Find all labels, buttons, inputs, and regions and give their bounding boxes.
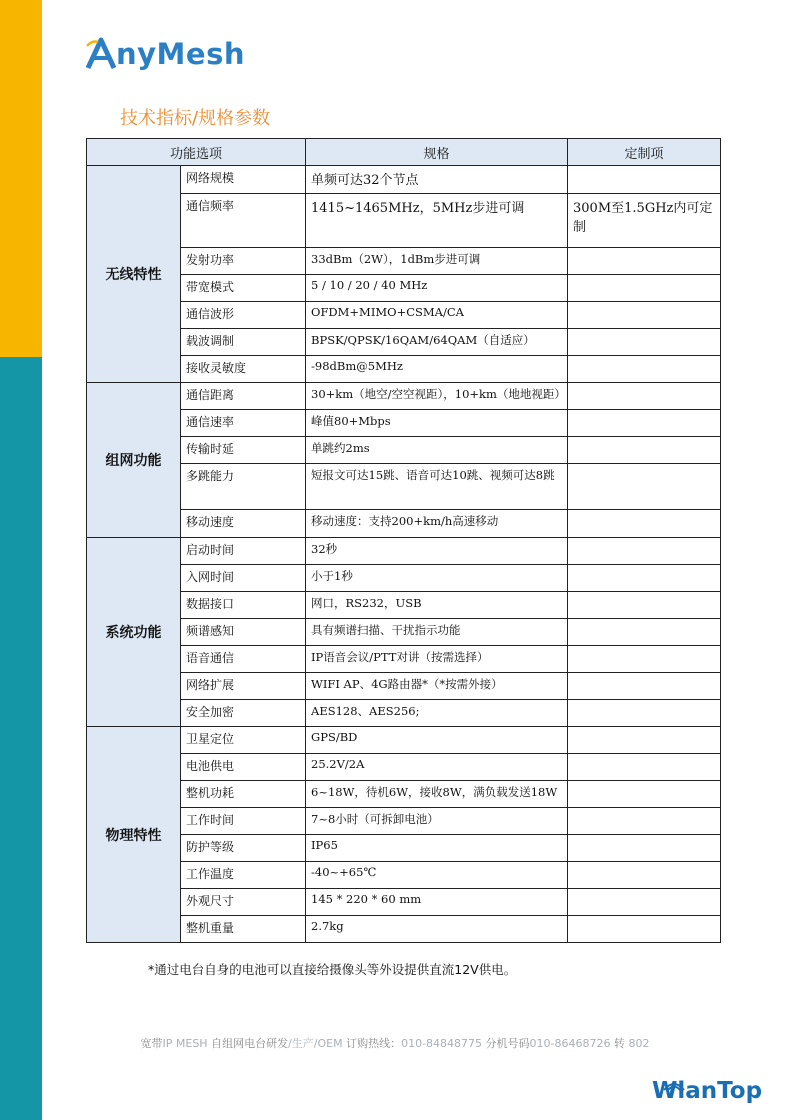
spec-custom-cell (568, 410, 721, 437)
spec-value-cell: 移动速度：支持200+km/h高速移动 (306, 510, 568, 538)
spec-value-cell: 单频可达32个节点 (306, 166, 568, 194)
spec-value-cell: GPS/BD (306, 727, 568, 754)
spec-value-cell: BPSK/QPSK/16QAM/64QAM（自适应） (306, 329, 568, 356)
table-header-row (87, 139, 721, 166)
footer-phone: 010-84848775 (401, 1037, 483, 1050)
table-row (87, 673, 721, 700)
table-row (87, 889, 721, 916)
spec-value-cell: AES128、AES256; (306, 700, 568, 727)
spec-value-cell: 6~18W，待机6W，接收8W，满负载发送18W (306, 781, 568, 808)
spec-name-cell: 通信波形 (181, 302, 306, 329)
footer-part: 订购热线： (346, 1037, 402, 1050)
spec-name-cell: 工作温度 (181, 862, 306, 889)
wlantop-logo-text: WlanTop (652, 1078, 763, 1104)
spec-name-cell: 通信频率 (181, 194, 306, 248)
spec-value-cell: 1415~1465MHz，5MHz步进可调 (306, 194, 568, 248)
table-row (87, 510, 721, 538)
spec-name-cell: 频谱感知 (181, 619, 306, 646)
spec-table-body (87, 166, 721, 943)
table-row (87, 302, 721, 329)
spec-custom-cell (568, 889, 721, 916)
spec-name-cell: 数据接口 (181, 592, 306, 619)
table-row (87, 329, 721, 356)
table-row (87, 437, 721, 464)
spec-value-cell: 2.7kg (306, 916, 568, 943)
wifi-icon (662, 1072, 686, 1098)
spec-custom-cell (568, 275, 721, 302)
spec-value-cell: 25.2V/2A (306, 754, 568, 781)
spec-value-cell: -40~+65℃ (306, 862, 568, 889)
spec-name-cell: 语音通信 (181, 646, 306, 673)
spec-name-cell: 入网时间 (181, 565, 306, 592)
footer-part: 转 (614, 1037, 625, 1050)
spec-name-cell: 多跳能力 (181, 464, 306, 510)
spec-custom-cell (568, 619, 721, 646)
spec-custom-cell (568, 248, 721, 275)
table-row (87, 248, 721, 275)
spec-custom-cell: 300M至1.5GHz内可定制 (568, 194, 721, 248)
spec-custom-cell (568, 646, 721, 673)
table-row (87, 356, 721, 383)
spec-name-cell: 启动时间 (181, 538, 306, 565)
table-row (87, 781, 721, 808)
table-row (87, 565, 721, 592)
left-accent-bar-teal (0, 357, 42, 1120)
footer-phone-ext: 010-86468726 (529, 1037, 611, 1050)
table-row (87, 194, 721, 248)
footer-part: 宽带 (140, 1037, 163, 1050)
spec-custom-cell (568, 464, 721, 510)
table-row (87, 727, 721, 754)
spec-name-cell: 接收灵敏度 (181, 356, 306, 383)
spec-custom-cell (568, 727, 721, 754)
table-row (87, 538, 721, 565)
spec-name-cell: 工作时间 (181, 808, 306, 835)
wlantop-logo (652, 1078, 762, 1104)
anymesh-logo-mark (86, 34, 116, 84)
spec-value-cell: 33dBm（2W），1dBm步进可调 (306, 248, 568, 275)
spec-name-cell: 防护等级 (181, 835, 306, 862)
spec-custom-cell (568, 538, 721, 565)
spec-custom-cell (568, 383, 721, 410)
spec-value-cell: 峰值80+Mbps (306, 410, 568, 437)
spec-custom-cell (568, 673, 721, 700)
table-row (87, 862, 721, 889)
spec-custom-cell (568, 700, 721, 727)
spec-custom-cell (568, 166, 721, 194)
spec-custom-cell (568, 302, 721, 329)
spec-custom-cell (568, 754, 721, 781)
spec-value-cell: 短报文可达15跳、语音可达10跳、视频可达8跳 (306, 464, 568, 510)
spec-value-cell: 单跳约2ms (306, 437, 568, 464)
table-row (87, 166, 721, 194)
table-row (87, 754, 721, 781)
spec-name-cell: 外观尺寸 (181, 889, 306, 916)
table-row (87, 619, 721, 646)
category-cell: 无线特性 (87, 166, 181, 383)
spec-custom-cell (568, 437, 721, 464)
footnote: *通过电台自身的电池可以直接给摄像头等外设提供直流12V供电。 (148, 962, 517, 977)
spec-value-cell: 145 * 220 * 60 mm (306, 889, 568, 916)
header-feature: 功能选项 (87, 139, 306, 166)
spec-value-cell: IP语音会议/PTT对讲（按需选择） (306, 646, 568, 673)
category-cell: 系统功能 (87, 538, 181, 727)
footer-contact (0, 1035, 790, 1051)
footer-ext-number: 802 (628, 1037, 650, 1050)
spec-name-cell: 电池供电 (181, 754, 306, 781)
spec-value-cell: 网口，RS232，USB (306, 592, 568, 619)
table-row (87, 410, 721, 437)
table-row (87, 916, 721, 943)
table-row (87, 835, 721, 862)
spec-name-cell: 安全加密 (181, 700, 306, 727)
spec-value-cell: -98dBm@5MHz (306, 356, 568, 383)
spec-table (86, 138, 721, 943)
spec-name-cell: 通信速率 (181, 410, 306, 437)
footer-part: /生产/OEM (288, 1037, 343, 1050)
spec-name-cell: 通信距离 (181, 383, 306, 410)
anymesh-logo-text: nyMesh (116, 37, 245, 71)
section-title: 技术指标/规格参数 (120, 108, 271, 129)
spec-custom-cell (568, 916, 721, 943)
table-row (87, 808, 721, 835)
spec-name-cell: 带宽模式 (181, 275, 306, 302)
spec-custom-cell (568, 329, 721, 356)
anymesh-logo (86, 34, 245, 74)
spec-custom-cell (568, 808, 721, 835)
table-row (87, 700, 721, 727)
category-cell: 组网功能 (87, 383, 181, 538)
table-row (87, 592, 721, 619)
spec-name-cell: 发射功率 (181, 248, 306, 275)
category-cell: 物理特性 (87, 727, 181, 943)
spec-custom-cell (568, 835, 721, 862)
spec-custom-cell (568, 592, 721, 619)
spec-value-cell: OFDM+MIMO+CSMA/CA (306, 302, 568, 329)
spec-value-cell: 32秒 (306, 538, 568, 565)
table-row (87, 646, 721, 673)
spec-name-cell: 载波调制 (181, 329, 306, 356)
spec-value-cell: 30+km（地空/空空视距），10+km（地地视距） (306, 383, 568, 410)
spec-name-cell: 传输时延 (181, 437, 306, 464)
spec-name-cell: 网络规模 (181, 166, 306, 194)
spec-value-cell: 7~8小时（可拆卸电池） (306, 808, 568, 835)
footer-part: 自组网电台研发 (211, 1037, 289, 1050)
table-row (87, 383, 721, 410)
spec-name-cell: 卫星定位 (181, 727, 306, 754)
spec-name-cell: 移动速度 (181, 510, 306, 538)
spec-name-cell: 整机重量 (181, 916, 306, 943)
spec-custom-cell (568, 356, 721, 383)
spec-custom-cell (568, 862, 721, 889)
table-row (87, 275, 721, 302)
spec-value-cell: WIFI AP、4G路由器*（*按需外接） (306, 673, 568, 700)
spec-value-cell: 具有频谱扫描、干扰指示功能 (306, 619, 568, 646)
spec-value-cell: 小于1秒 (306, 565, 568, 592)
footer-part: 分机号码 (485, 1037, 530, 1050)
spec-name-cell: 网络扩展 (181, 673, 306, 700)
spec-value-cell: IP65 (306, 835, 568, 862)
footer-part: IP MESH (162, 1037, 208, 1050)
table-row (87, 464, 721, 510)
spec-custom-cell (568, 510, 721, 538)
spec-custom-cell (568, 565, 721, 592)
header-spec: 规格 (306, 139, 568, 166)
header-custom: 定制项 (568, 139, 721, 166)
spec-name-cell: 整机功耗 (181, 781, 306, 808)
spec-custom-cell (568, 781, 721, 808)
spec-value-cell: 5 / 10 / 20 / 40 MHz (306, 275, 568, 302)
left-accent-bar-yellow (0, 0, 42, 357)
